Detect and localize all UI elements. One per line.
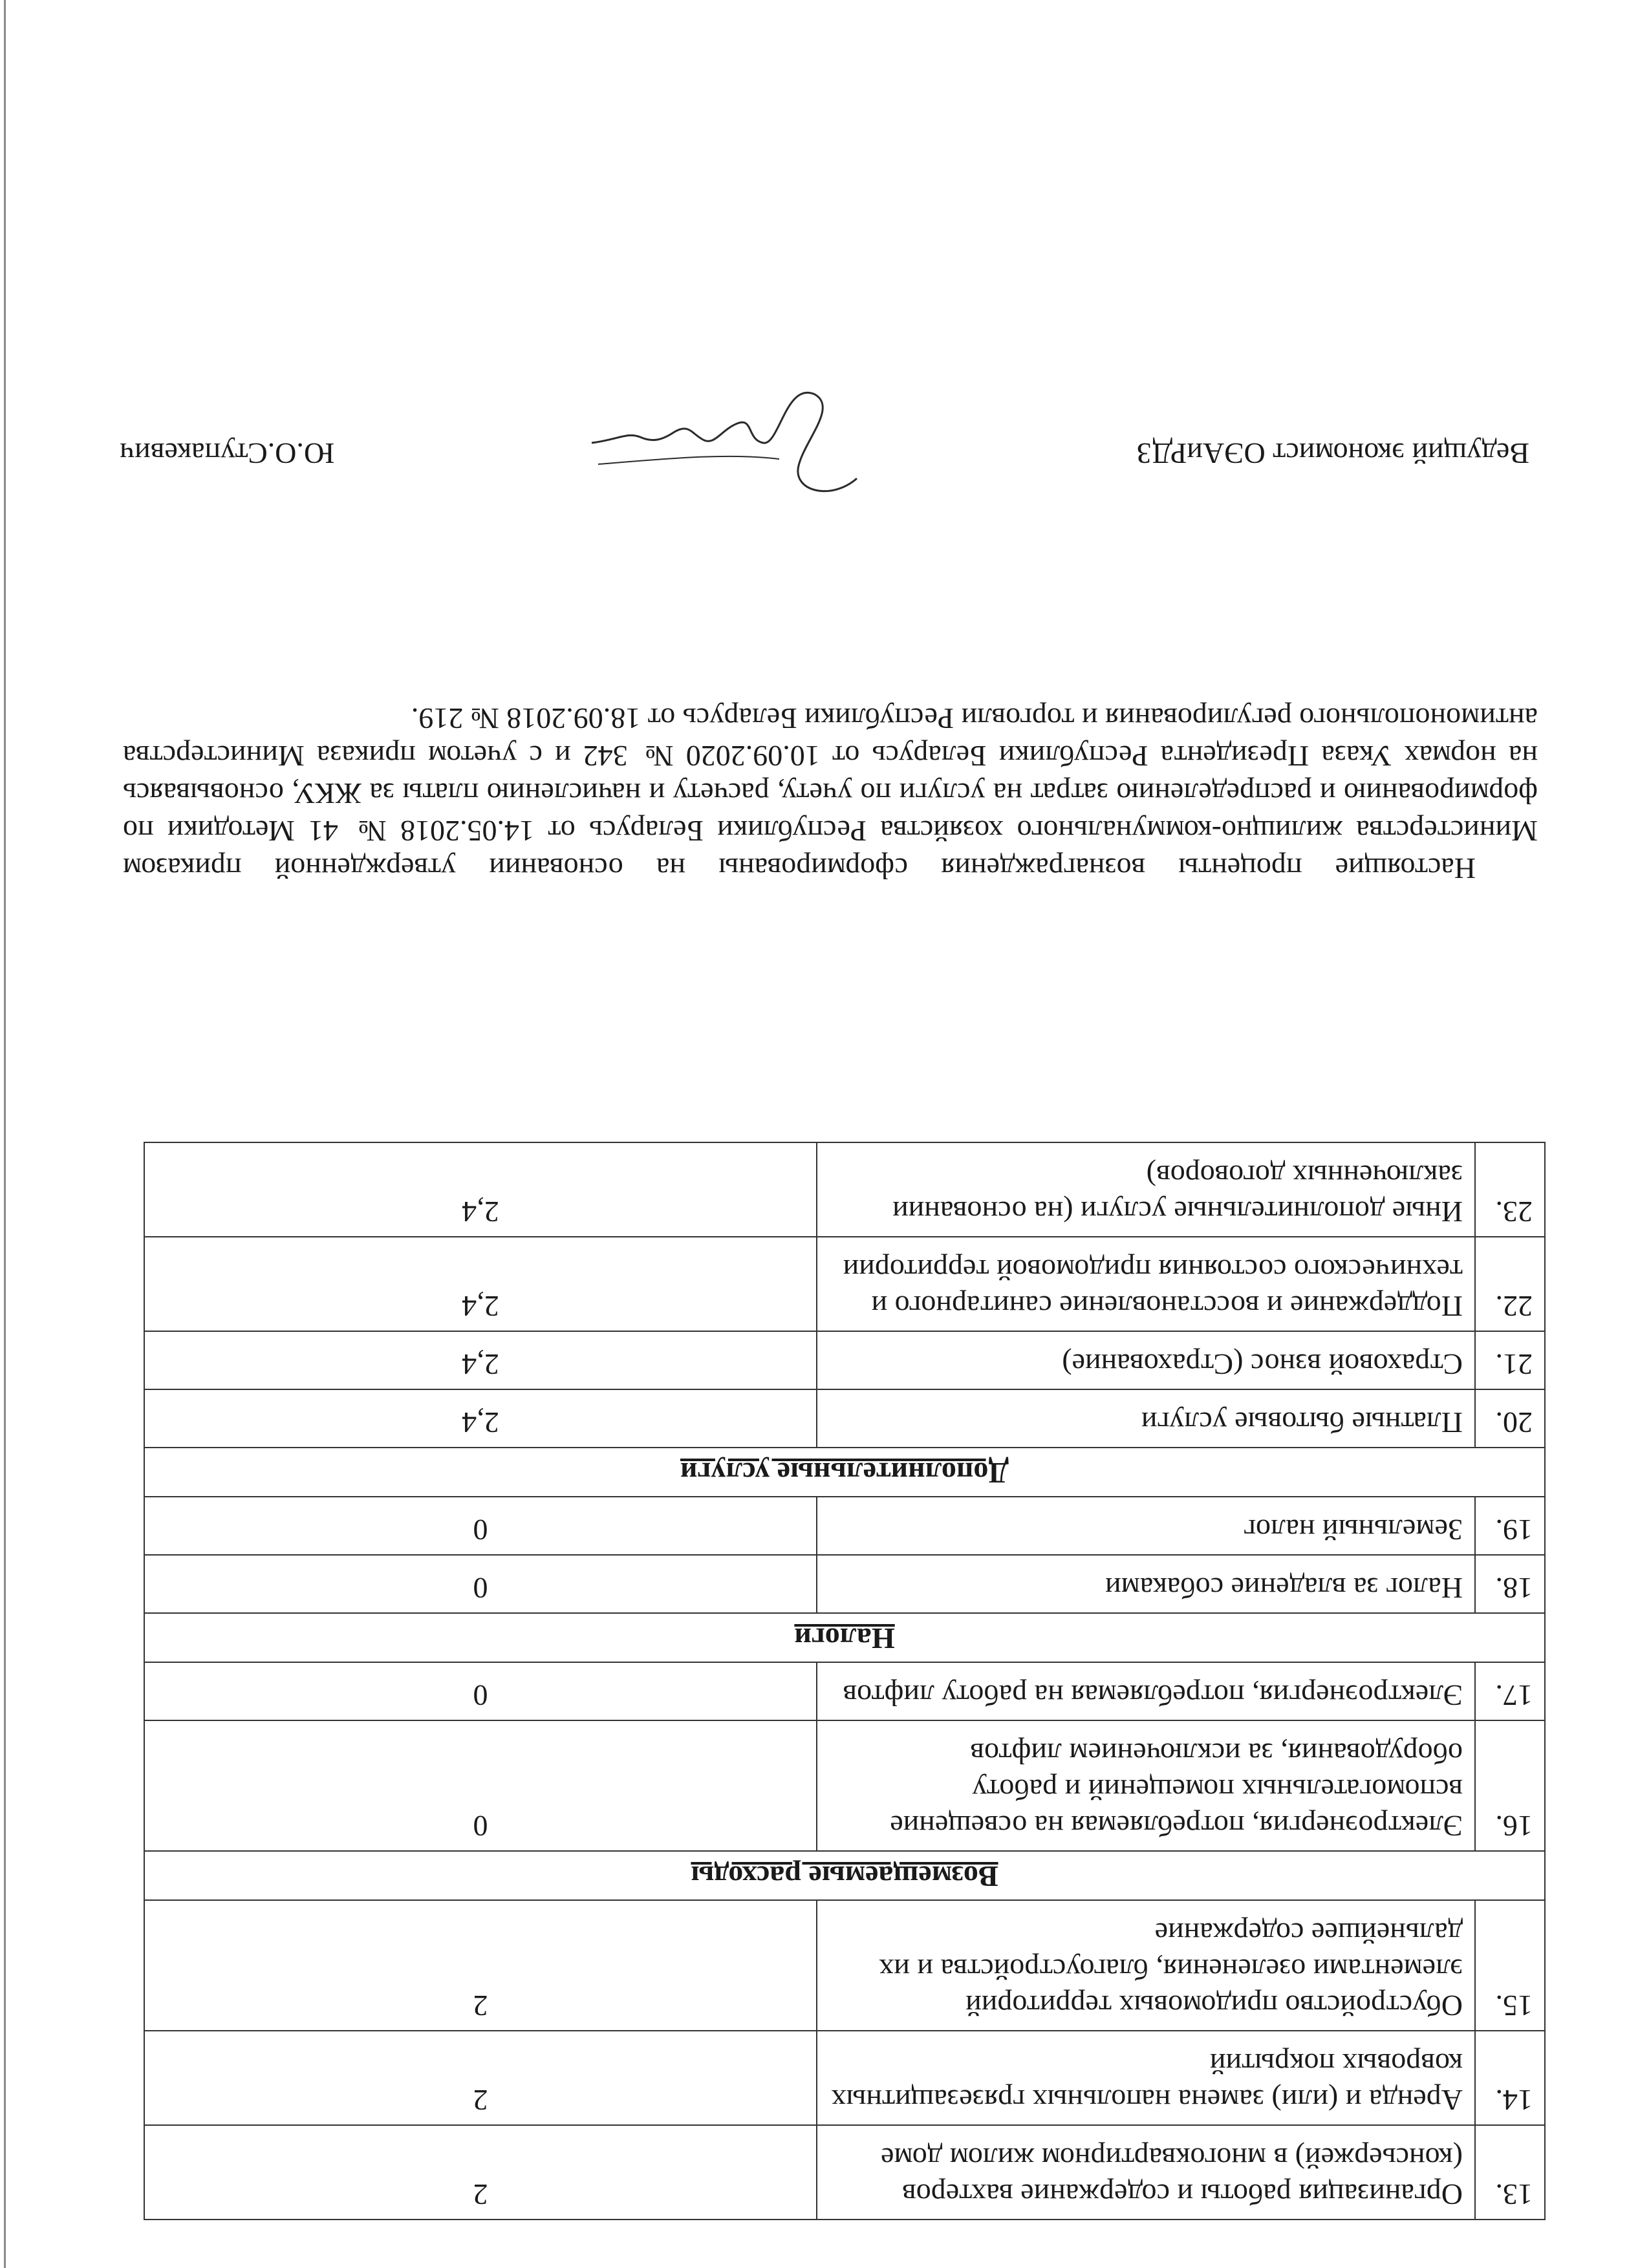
table-row	[144, 1555, 1545, 1613]
service-name: Организация работы и содержание вахтеров (консьержей) в многоквартирном жилом доме	[817, 2125, 1475, 2220]
service-name: Страховой взнос (Страхование)	[817, 1331, 1475, 1389]
service-name: Поддержание и восстановление санитарного и технического состояния придомовой территории	[817, 1237, 1475, 1331]
service-name: Иные дополнительные услуги (на основании заключенных договоров)	[817, 1142, 1475, 1237]
service-name: Электроэнергия, потребляемая на работу лифтов	[817, 1662, 1475, 1720]
table-row	[144, 1900, 1545, 2031]
service-name: Аренда и (или) замена напольных грязезащитных ковровых покрытий	[817, 2031, 1475, 2125]
row-number: 13.	[1475, 2125, 1545, 2220]
section-header-row	[144, 1851, 1545, 1900]
signature-block	[120, 362, 1529, 504]
fee-percent: 2	[144, 1900, 817, 2031]
fee-percent: 0	[144, 1662, 817, 1720]
fee-percent: 2,4	[144, 1237, 817, 1331]
row-number: 23.	[1475, 1142, 1545, 1237]
row-number: 15.	[1475, 1900, 1545, 2031]
section-title: Дополнительные услуги	[144, 1448, 1545, 1497]
fee-percent: 2	[144, 2125, 817, 2220]
section-header-row	[144, 1448, 1545, 1497]
service-name: Электроэнергия, потребляемая на освещение вспомогательных помещений и работу оборудования, за исключением лифтов	[817, 1720, 1475, 1851]
section-title: Налоги	[144, 1613, 1545, 1662]
service-name: Платные бытовые услуги	[817, 1389, 1475, 1448]
row-number: 18.	[1475, 1555, 1545, 1613]
table-row	[144, 1331, 1545, 1389]
row-number: 21.	[1475, 1331, 1545, 1389]
basis-paragraph: Настоящие проценты вознаграждения сформированы на основании утвержденной приказом Министерства жилищно-коммунального хозяйства Республики Беларусь от 14.05.2018 № 41 Методики по формированию и распределению затрат на услуги по учету, расчету и начислению платы за ЖКУ, основываясь на нормах Указа Президента Республики Беларусь от 10.09.2020 № 342 и с учетом приказа Министерства антимонопольного регулирования и торговли Республики Беларусь от 18.09.2018 № 219.	[123, 702, 1538, 885]
row-number: 16.	[1475, 1720, 1545, 1851]
fee-percent: 0	[144, 1555, 817, 1613]
table-row	[144, 1237, 1545, 1331]
rates-table	[144, 1142, 1546, 2220]
section-title: Возмещаемые расходы	[144, 1851, 1545, 1900]
signer-name: Ю.О.Ступакевич	[120, 437, 335, 470]
table-row	[144, 2125, 1545, 2220]
service-name: Земельный налог	[817, 1497, 1475, 1555]
fee-percent: 2,4	[144, 1389, 817, 1448]
fee-percent: 2,4	[144, 1331, 817, 1389]
fee-percent: 0	[144, 1497, 817, 1555]
service-name: Налог за владение собаками	[817, 1555, 1475, 1613]
service-name: Обустройство придомовых территорий элементами озеленения, благоустройства и их дальнейшее содержание	[817, 1900, 1475, 2031]
fee-percent: 0	[144, 1720, 817, 1851]
table-row	[144, 1389, 1545, 1448]
table-row	[144, 2031, 1545, 2125]
fee-percent: 2	[144, 2031, 817, 2125]
row-number: 22.	[1475, 1237, 1545, 1331]
fee-percent: 2,4	[144, 1142, 817, 1237]
handwritten-signature	[579, 375, 876, 504]
table-row	[144, 1720, 1545, 1851]
table-row	[144, 1497, 1545, 1555]
row-number: 14.	[1475, 2031, 1545, 2125]
row-number: 20.	[1475, 1389, 1545, 1448]
table-row	[144, 1662, 1545, 1720]
rates-table-body	[144, 1142, 1545, 2220]
row-number: 17.	[1475, 1662, 1545, 1720]
table-row	[144, 1142, 1545, 1237]
signer-position: Ведущий экономист ОЭАиРДЗ	[1136, 437, 1529, 470]
row-number: 19.	[1475, 1497, 1545, 1555]
section-header-row	[144, 1613, 1545, 1662]
